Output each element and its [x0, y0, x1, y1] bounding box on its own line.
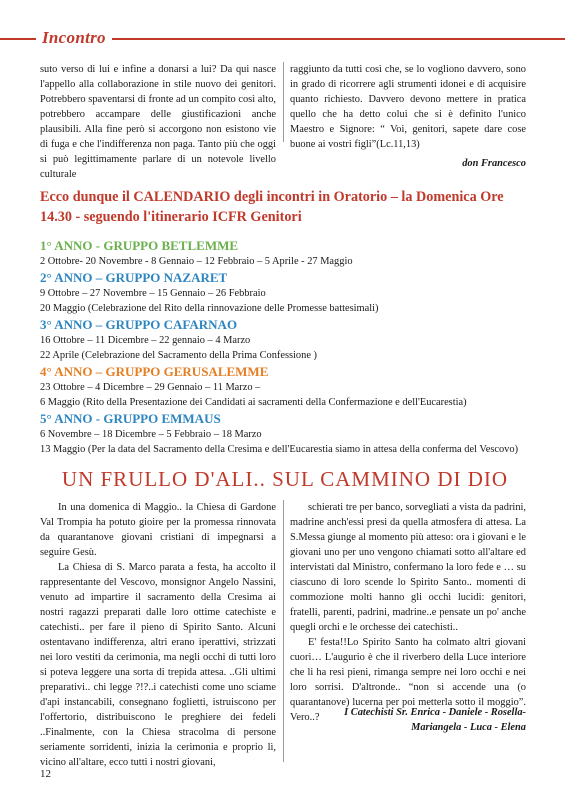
group-1 — [40, 237, 540, 269]
group-3 — [40, 316, 540, 363]
column-divider — [283, 500, 284, 762]
group-title: 2° ANNO – GRUPPO NAZARET — [40, 270, 228, 285]
article-signature: I Catechisti Sr. Enrica - Daniele - Rosella- Mariangela - Luca - Elena — [344, 707, 526, 733]
group-5 — [40, 410, 540, 457]
article-paragraph: E' festa!!Lo Spirito Santo ha colmato altri giovani cuori… L'augurio è che il riverbero della Luce interiore che li ha resi pieni, rimanga sempre nei loro occhi e nei loro sorrisi. D'altronde.. “non si accende una (o quarantanove) lucerna per poi metterla sotto il moggio”. Vero..? — [290, 637, 526, 723]
group-note: 20 Maggio (Celebrazione del Rito della rinnovazione delle Promesse battesimali) — [40, 303, 379, 314]
article-paragraph: schierati tre per banco, sorvegliati a vista da padrini, madrine anch'essi presi da quella atmosfera di attesa. La S.Messa giunge al momento più atteso: ora i giovani e le giovani uno per uno vengono chiamati sotto all'altare ed intervistati dal Ministro, confermano la loro fede e … su ciascuno di loro scende lo Spirito Santo.. momenti di commozione molti hanno gli occhi lucidi: genitori, fratelli, parenti, padrini, madrine..e pensate un po' anche quegli orchi e le orchesse dei catechisti.. — [290, 502, 526, 633]
article-right-column — [290, 500, 526, 725]
intro-left-text: suto verso di lui e infine a donarsi a lui? Da qui nasce l'appello alla collaborazione in stile nuovo dei genitori. Potrebbero spaventarsi di fronte ad un compito così alto, potrebbero accampare delle giustificazioni anche plausibili. Alla fine però si accorgono non esistono vie di fuga e che l'indifferenza non paga. Tanto più che oggi si può legittimamente parlare di un notevole livello culturale — [40, 64, 276, 180]
calendar-heading: Ecco dunque il CALENDARIO degli incontri in Oratorio – la Domenica Ore 14.30 - seguendo l'itinerario ICFR Genitori — [40, 189, 504, 225]
group-4 — [40, 363, 540, 410]
magazine-title: Incontro — [36, 27, 112, 49]
intro-signature: don Francesco — [462, 158, 526, 169]
intro-right-column — [290, 62, 526, 152]
group-note: 6 Maggio (Rito della Presentazione dei Candidati ai sacramenti della Confermazione e dell'Eucarestia) — [40, 397, 467, 408]
intro-right-text: raggiunto da tutti così che, se lo vogliono davvero, sono in grado di ricorrere agli strumenti idonei e di acquisire quanto richiesto. Davvero devono mettere in pratica quello che ha detto colui che si è definito l'unico Maestro e Signore: “ Voi, genitori, sapete dare cose buone ai vostri figli”(Lc.11,13) — [290, 64, 526, 150]
article-paragraph: La Chiesa di S. Marco parata a festa, ha accolto il rappresentante del Vescovo, monsignor Angelo Nassini, venuto ad impartire il sacramento della Cresima ai nostri ragazzi preparati dalle loro ottime catechiste e catechisti.. per fare il pieno di Spirito Santo. Alcuni ostentavano indifferenza, altri erano iperattivi, strizzati nei loro vestiti da cerimonia, ma negli occhi di tutti loro si poteva leggere una sorta di trepida attesa. ..Gli ultimi preparativi.. chi legge ?!?..i catechisti come uno sciame d'api instancabili, consegnano foglietti, istruiscono per l'offertorio, distribuiscono le preghiere dei fedeli ..Finalmente, con la Chiesa stracolma di persone seriamente sorridenti, inizia la cerimonia e proprio lì, vicino all'altare, ecco tutti i nostri giovani, — [40, 562, 276, 768]
group-dates: 16 Ottobre – 11 Dicembre – 22 gennaio – 4 Marzo — [40, 335, 251, 346]
group-dates: 6 Novembre – 18 Dicembre – 5 Febbraio – 18 Marzo — [40, 429, 262, 440]
group-title: 3° ANNO – GRUPPO CAFARNAO — [40, 317, 238, 332]
article-left-column — [40, 500, 276, 770]
page-number: 12 — [40, 768, 51, 780]
group-note: 22 Aprile (Celebrazione del Sacramento della Prima Confessione ) — [40, 350, 317, 361]
article-title: UN FRULLO D'ALI.. SUL CAMMINO DI DIO — [61, 467, 509, 491]
group-title: 4° ANNO – GRUPPO GERUSALEMME — [40, 364, 269, 379]
article-paragraph: In una domenica di Maggio.. la Chiesa di Gardone Val Trompia ha potuto gioire per la promessa rinnovata da quarantanove giovani cristiani di impegnarsi a seguire Gesù. — [40, 502, 276, 558]
group-title: 1° ANNO - GRUPPO BETLEMME — [40, 238, 239, 253]
group-dates: 23 Ottobre – 4 Dicembre – 29 Gennaio – 11 Marzo – — [40, 382, 261, 393]
group-title: 5° ANNO - GRUPPO EMMAUS — [40, 411, 221, 426]
group-dates: 9 Ottobre – 27 Novembre – 15 Gennaio – 26 Febbraio — [40, 288, 266, 299]
group-note: 13 Maggio (Per la data del Sacramento della Cresima e dell'Eucarestia siamo in attesa della conferma del Vescovo) — [40, 444, 519, 455]
calendar-list — [40, 237, 540, 457]
intro-left-column — [40, 62, 276, 182]
column-divider — [283, 62, 284, 142]
group-dates: 2 Ottobre- 20 Novembre - 8 Gennaio – 12 Febbraio – 5 Aprile - 27 Maggio — [40, 256, 353, 267]
group-2 — [40, 269, 540, 316]
